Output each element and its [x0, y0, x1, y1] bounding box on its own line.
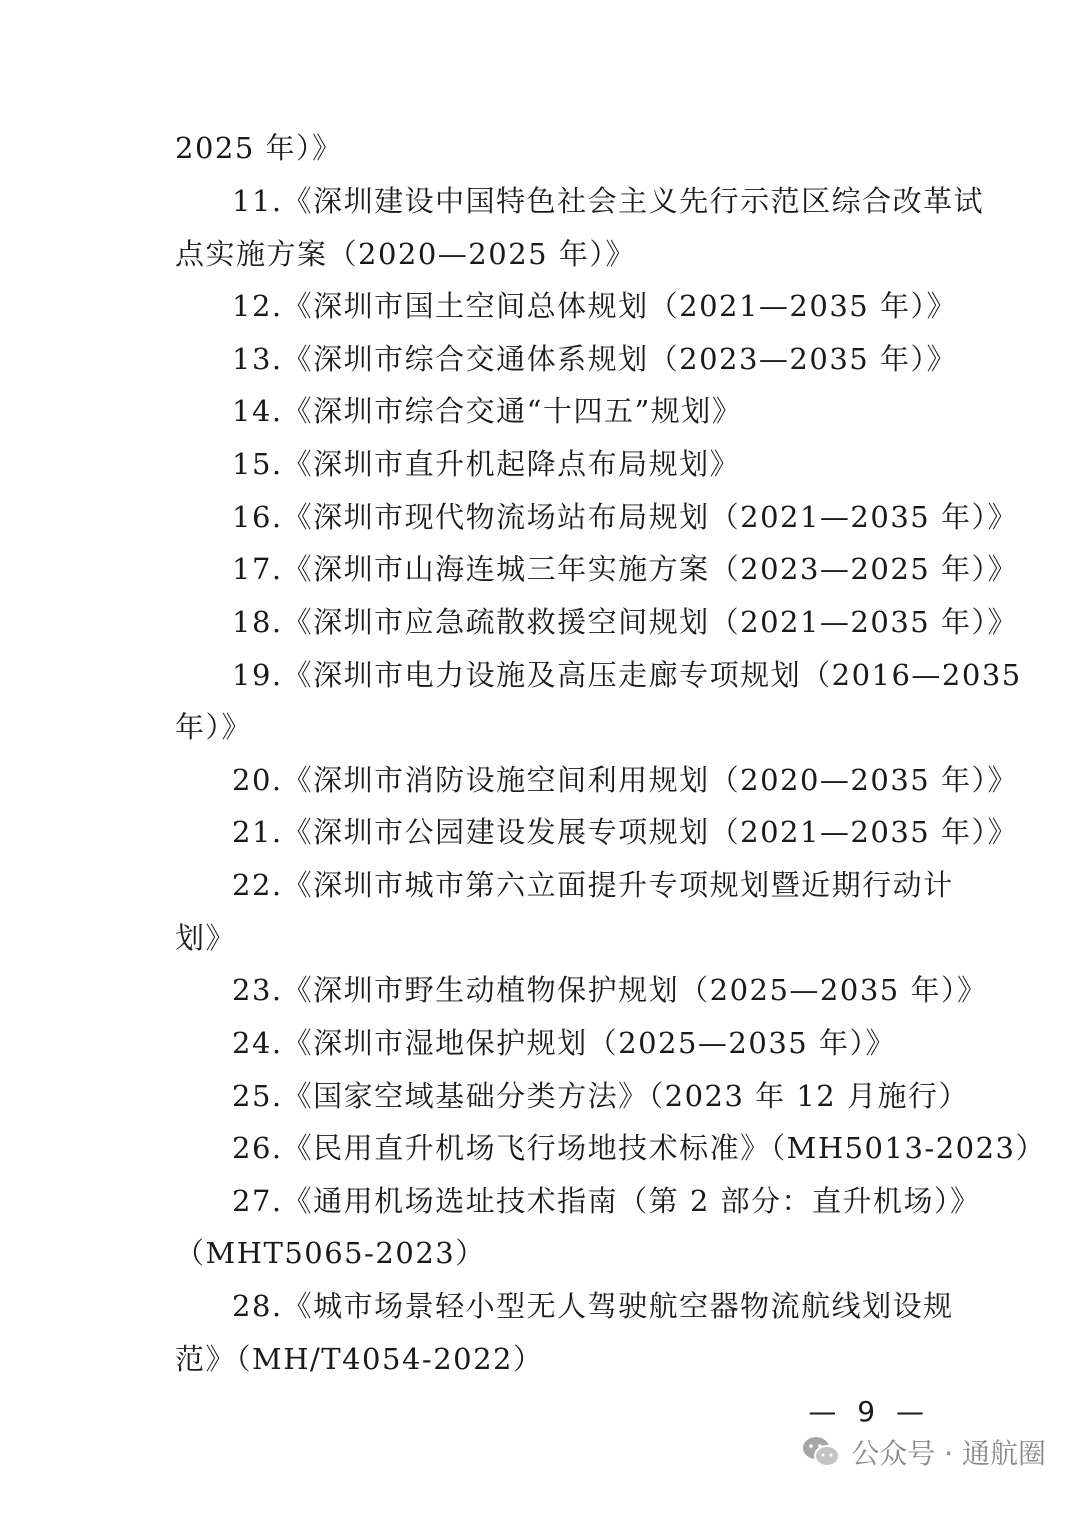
list-item: 27.《通用机场选址技术指南（第 2 部分：直升机场）》 — [232, 1184, 981, 1218]
text-line: 划》 — [175, 921, 237, 955]
list-item: 11.《深圳建设中国特色社会主义先行示范区综合改革试 — [232, 184, 985, 218]
page-number: — 9 — — [808, 1395, 930, 1428]
text-line: 点实施方案（2020—2025 年）》 — [175, 237, 636, 271]
list-item: 26.《民用直升机场飞行场地技术标准》（MH5013-2023） — [232, 1131, 1047, 1165]
list-item: 12.《深圳市国土空间总体规划（2021—2035 年）》 — [232, 289, 957, 323]
wechat-watermark — [801, 1432, 1046, 1472]
text-line: （MHT5065-2023） — [175, 1236, 486, 1270]
list-item: 28.《城市场景轻小型无人驾驶航空器物流航线划设规 — [232, 1289, 954, 1323]
list-item: 19.《深圳市电力设施及高压走廊专项规划（2016—2035 — [232, 658, 1022, 692]
list-item: 20.《深圳市消防设施空间利用规划（2020—2035 年）》 — [232, 763, 1018, 797]
list-item: 25.《国家空域基础分类方法》（2023 年 12 月施行） — [232, 1079, 969, 1113]
list-item: 13.《深圳市综合交通体系规划（2023—2035 年）》 — [232, 342, 957, 376]
list-item: 15.《深圳市直升机起降点布局规划》 — [232, 447, 741, 481]
text-line: 范》（MH/T4054-2022） — [175, 1342, 544, 1376]
list-item: 21.《深圳市公园建设发展专项规划（2021—2035 年）》 — [232, 815, 1018, 849]
list-item: 17.《深圳市山海连城三年实施方案（2023—2025 年）》 — [232, 552, 1018, 586]
list-item: 22.《深圳市城市第六立面提升专项规划暨近期行动计 — [232, 868, 954, 902]
list-item: 23.《深圳市野生动植物保护规划（2025—2035 年）》 — [232, 973, 988, 1007]
list-item: 16.《深圳市现代物流场站布局规划（2021—2035 年）》 — [232, 500, 1018, 534]
list-item: 18.《深圳市应急疏散救援空间规划（2021—2035 年）》 — [232, 605, 1018, 639]
text-line: 年）》 — [175, 710, 253, 744]
list-item: 14.《深圳市综合交通“十四五”规划》 — [232, 394, 743, 428]
text-line: 2025 年）》 — [175, 131, 343, 165]
list-item: 24.《深圳市湿地保护规划（2025—2035 年）》 — [232, 1026, 896, 1060]
wechat-icon — [801, 1435, 841, 1469]
watermark-text: 公众号 · 通航圈 — [851, 1437, 1046, 1470]
